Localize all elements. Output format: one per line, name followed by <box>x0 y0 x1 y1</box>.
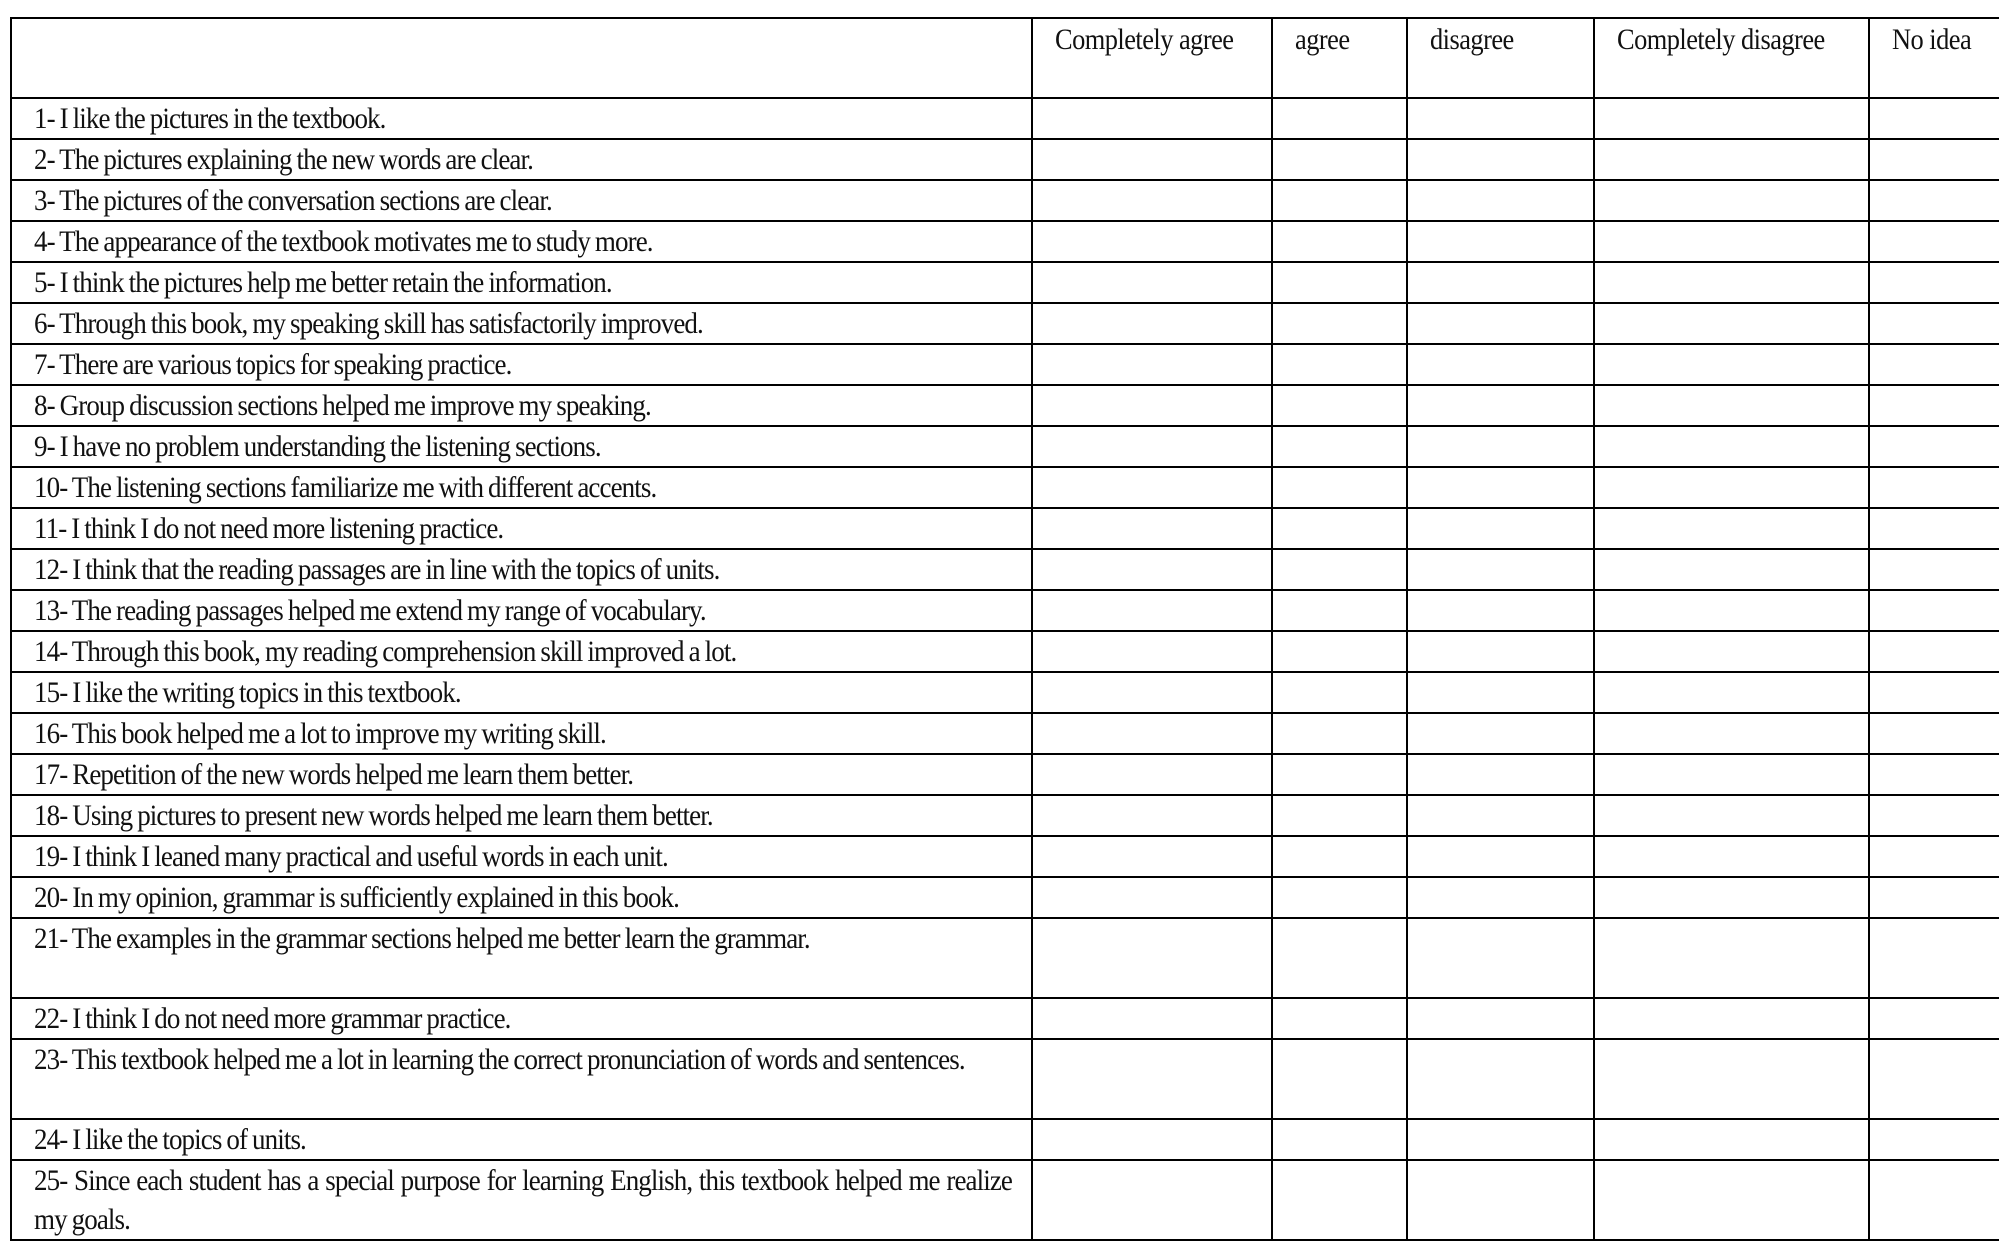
response-cell-no-idea[interactable] <box>1869 877 1999 918</box>
header-completely-disagree <box>1594 18 1869 98</box>
response-cell-completely-disagree[interactable] <box>1594 754 1869 795</box>
statement-cell <box>11 590 1032 631</box>
table-row-15 <box>11 672 1999 713</box>
statement-text: 22- I think I do not need more grammar practice. <box>34 1002 511 1035</box>
response-cell-agree[interactable] <box>1272 998 1407 1039</box>
response-cell-agree[interactable] <box>1272 508 1407 549</box>
header-agree <box>1272 18 1407 98</box>
statement-text: 18- Using pictures to present new words helped me learn them better. <box>34 799 713 832</box>
response-cell-disagree[interactable] <box>1407 344 1594 385</box>
response-cell-disagree[interactable] <box>1407 1039 1594 1119</box>
statement-cell <box>11 426 1032 467</box>
response-cell-completely-agree[interactable] <box>1032 344 1272 385</box>
response-cell-agree[interactable] <box>1272 549 1407 590</box>
response-cell-disagree[interactable] <box>1407 713 1594 754</box>
response-cell-disagree[interactable] <box>1407 139 1594 180</box>
header-label-completely-agree: Completely agree <box>1055 23 1234 56</box>
table-row-12 <box>11 549 1999 590</box>
response-cell-completely-agree[interactable] <box>1032 1119 1272 1160</box>
response-cell-completely-agree[interactable] <box>1032 98 1272 139</box>
response-cell-disagree[interactable] <box>1407 180 1594 221</box>
statement-cell <box>11 467 1032 508</box>
response-cell-completely-disagree[interactable] <box>1594 180 1869 221</box>
response-cell-no-idea[interactable] <box>1869 549 1999 590</box>
response-cell-completely-agree[interactable] <box>1032 672 1272 713</box>
response-cell-disagree[interactable] <box>1407 426 1594 467</box>
response-cell-completely-agree[interactable] <box>1032 1160 1272 1240</box>
response-cell-disagree[interactable] <box>1407 795 1594 836</box>
table-row-23 <box>11 1039 1999 1119</box>
response-cell-completely-disagree[interactable] <box>1594 713 1869 754</box>
response-cell-no-idea[interactable] <box>1869 467 1999 508</box>
statement-text: 10- The listening sections familiarize me with different accents. <box>34 471 657 504</box>
response-cell-agree[interactable] <box>1272 918 1407 998</box>
statement-cell <box>11 795 1032 836</box>
statement-cell <box>11 303 1032 344</box>
table-row-1 <box>11 98 1999 139</box>
response-cell-agree[interactable] <box>1272 262 1407 303</box>
table-row-5 <box>11 262 1999 303</box>
response-cell-agree[interactable] <box>1272 590 1407 631</box>
response-cell-disagree[interactable] <box>1407 549 1594 590</box>
statement-text: 2- The pictures explaining the new words are clear. <box>34 143 533 176</box>
response-cell-completely-disagree[interactable] <box>1594 795 1869 836</box>
table-row-17 <box>11 754 1999 795</box>
response-cell-completely-disagree[interactable] <box>1594 998 1869 1039</box>
response-cell-completely-disagree[interactable] <box>1594 836 1869 877</box>
response-cell-completely-agree[interactable] <box>1032 754 1272 795</box>
response-cell-completely-agree[interactable] <box>1032 508 1272 549</box>
table-row-20 <box>11 877 1999 918</box>
header-no-idea <box>1869 18 1999 98</box>
statement-text: 20- In my opinion, grammar is sufficiently explained in this book. <box>34 881 679 914</box>
response-cell-no-idea[interactable] <box>1869 590 1999 631</box>
header-statement-cell <box>11 18 1032 98</box>
response-cell-completely-agree[interactable] <box>1032 1039 1272 1119</box>
response-cell-completely-disagree[interactable] <box>1594 508 1869 549</box>
response-cell-agree[interactable] <box>1272 754 1407 795</box>
response-cell-completely-disagree[interactable] <box>1594 139 1869 180</box>
response-cell-no-idea[interactable] <box>1869 1160 1999 1240</box>
response-cell-disagree[interactable] <box>1407 877 1594 918</box>
response-cell-completely-agree[interactable] <box>1032 139 1272 180</box>
response-cell-disagree[interactable] <box>1407 221 1594 262</box>
response-cell-no-idea[interactable] <box>1869 1039 1999 1119</box>
response-cell-agree[interactable] <box>1272 1119 1407 1160</box>
questionnaire-table <box>10 17 1999 1241</box>
table-row-7 <box>11 344 1999 385</box>
header-label-completely-disagree: Completely disagree <box>1617 23 1825 56</box>
response-cell-no-idea[interactable] <box>1869 426 1999 467</box>
table-row-16 <box>11 713 1999 754</box>
response-cell-disagree[interactable] <box>1407 98 1594 139</box>
response-cell-agree[interactable] <box>1272 303 1407 344</box>
response-cell-completely-agree[interactable] <box>1032 221 1272 262</box>
response-cell-disagree[interactable] <box>1407 1119 1594 1160</box>
response-cell-completely-disagree[interactable] <box>1594 344 1869 385</box>
response-cell-completely-agree[interactable] <box>1032 180 1272 221</box>
statement-cell <box>11 221 1032 262</box>
response-cell-disagree[interactable] <box>1407 1160 1594 1240</box>
statement-cell <box>11 549 1032 590</box>
response-cell-completely-disagree[interactable] <box>1594 631 1869 672</box>
table-row-9 <box>11 426 1999 467</box>
table-row-8 <box>11 385 1999 426</box>
table-row-10 <box>11 467 1999 508</box>
statement-cell <box>11 1160 1032 1240</box>
statement-text: 15- I like the writing topics in this textbook. <box>34 676 461 709</box>
statement-text: 24- I like the topics of units. <box>34 1123 306 1156</box>
statement-text: 5- I think the pictures help me better retain the information. <box>34 266 612 299</box>
response-cell-disagree[interactable] <box>1407 508 1594 549</box>
response-cell-completely-disagree[interactable] <box>1594 1039 1869 1119</box>
response-cell-no-idea[interactable] <box>1869 344 1999 385</box>
response-cell-agree[interactable] <box>1272 795 1407 836</box>
table-body <box>11 98 1999 1240</box>
response-cell-completely-disagree[interactable] <box>1594 1119 1869 1160</box>
statement-cell <box>11 877 1032 918</box>
response-cell-agree[interactable] <box>1272 221 1407 262</box>
header-label-agree: agree <box>1295 23 1350 56</box>
statement-text: 9- I have no problem understanding the listening sections. <box>34 430 601 463</box>
response-cell-no-idea[interactable] <box>1869 631 1999 672</box>
table-row-18 <box>11 795 1999 836</box>
statement-cell <box>11 180 1032 221</box>
response-cell-disagree[interactable] <box>1407 303 1594 344</box>
statement-text: 7- There are various topics for speaking practice. <box>34 348 512 381</box>
response-cell-completely-disagree[interactable] <box>1594 221 1869 262</box>
header-disagree <box>1407 18 1594 98</box>
header-label-disagree: disagree <box>1430 23 1514 56</box>
response-cell-disagree[interactable] <box>1407 754 1594 795</box>
table-row-19 <box>11 836 1999 877</box>
response-cell-completely-agree[interactable] <box>1032 549 1272 590</box>
statement-text: 4- The appearance of the textbook motivates me to study more. <box>34 225 653 258</box>
response-cell-completely-disagree[interactable] <box>1594 467 1869 508</box>
response-cell-completely-agree[interactable] <box>1032 426 1272 467</box>
response-cell-disagree[interactable] <box>1407 590 1594 631</box>
response-cell-disagree[interactable] <box>1407 918 1594 998</box>
response-cell-agree[interactable] <box>1272 1039 1407 1119</box>
table-row-3 <box>11 180 1999 221</box>
table-row-2 <box>11 139 1999 180</box>
response-cell-completely-disagree[interactable] <box>1594 672 1869 713</box>
table-row-25 <box>11 1160 1999 1240</box>
statement-cell <box>11 918 1032 998</box>
statement-cell <box>11 1039 1032 1119</box>
response-cell-no-idea[interactable] <box>1869 508 1999 549</box>
response-cell-disagree[interactable] <box>1407 631 1594 672</box>
response-cell-disagree[interactable] <box>1407 385 1594 426</box>
statement-text: 6- Through this book, my speaking skill has satisfactorily improved. <box>34 307 703 340</box>
response-cell-agree[interactable] <box>1272 180 1407 221</box>
table-row-21 <box>11 918 1999 998</box>
response-cell-no-idea[interactable] <box>1869 303 1999 344</box>
statement-cell <box>11 672 1032 713</box>
response-cell-agree[interactable] <box>1272 139 1407 180</box>
statement-text: 16- This book helped me a lot to improve my writing skill. <box>34 717 606 750</box>
statement-cell <box>11 836 1032 877</box>
response-cell-completely-agree[interactable] <box>1032 385 1272 426</box>
response-cell-completely-disagree[interactable] <box>1594 549 1869 590</box>
response-cell-disagree[interactable] <box>1407 467 1594 508</box>
response-cell-no-idea[interactable] <box>1869 98 1999 139</box>
response-cell-agree[interactable] <box>1272 631 1407 672</box>
response-cell-completely-agree[interactable] <box>1032 795 1272 836</box>
statement-cell <box>11 262 1032 303</box>
response-cell-no-idea[interactable] <box>1869 672 1999 713</box>
response-cell-completely-disagree[interactable] <box>1594 918 1869 998</box>
response-cell-agree[interactable] <box>1272 1160 1407 1240</box>
table-row-24 <box>11 1119 1999 1160</box>
response-cell-agree[interactable] <box>1272 467 1407 508</box>
response-cell-no-idea[interactable] <box>1869 139 1999 180</box>
response-cell-agree[interactable] <box>1272 877 1407 918</box>
response-cell-agree[interactable] <box>1272 672 1407 713</box>
table-row-14 <box>11 631 1999 672</box>
statement-text: 8- Group discussion sections helped me improve my speaking. <box>34 389 651 422</box>
response-cell-no-idea[interactable] <box>1869 754 1999 795</box>
response-cell-completely-disagree[interactable] <box>1594 262 1869 303</box>
statement-text: 23- This textbook helped me a lot in learning the correct pronunciation of words and sentences. <box>34 1043 965 1076</box>
response-cell-completely-disagree[interactable] <box>1594 385 1869 426</box>
response-cell-completely-disagree[interactable] <box>1594 1160 1869 1240</box>
header-row <box>11 18 1999 98</box>
statement-text: 12- I think that the reading passages are in line with the topics of units. <box>34 553 720 586</box>
response-cell-no-idea[interactable] <box>1869 385 1999 426</box>
response-cell-disagree[interactable] <box>1407 672 1594 713</box>
response-cell-completely-disagree[interactable] <box>1594 590 1869 631</box>
table-row-11 <box>11 508 1999 549</box>
response-cell-completely-agree[interactable] <box>1032 467 1272 508</box>
statement-cell <box>11 631 1032 672</box>
response-cell-agree[interactable] <box>1272 344 1407 385</box>
table-row-22 <box>11 998 1999 1039</box>
table-row-13 <box>11 590 1999 631</box>
response-cell-completely-agree[interactable] <box>1032 836 1272 877</box>
statement-text: 13- The reading passages helped me extend my range of vocabulary. <box>34 594 706 627</box>
response-cell-no-idea[interactable] <box>1869 918 1999 998</box>
response-cell-disagree[interactable] <box>1407 998 1594 1039</box>
statement-cell <box>11 385 1032 426</box>
statement-text: 25- Since each student has a special purpose for learning English, this textbook helped me realize my goals. <box>34 1164 1013 1236</box>
response-cell-no-idea[interactable] <box>1869 1119 1999 1160</box>
response-cell-agree[interactable] <box>1272 836 1407 877</box>
response-cell-no-idea[interactable] <box>1869 998 1999 1039</box>
response-cell-agree[interactable] <box>1272 385 1407 426</box>
response-cell-agree[interactable] <box>1272 426 1407 467</box>
statement-cell <box>11 1119 1032 1160</box>
table-row-4 <box>11 221 1999 262</box>
response-cell-no-idea[interactable] <box>1869 180 1999 221</box>
header-label-no-idea: No idea <box>1892 23 1972 56</box>
response-cell-completely-agree[interactable] <box>1032 918 1272 998</box>
header-completely-agree <box>1032 18 1272 98</box>
table-row-6 <box>11 303 1999 344</box>
response-cell-completely-disagree[interactable] <box>1594 98 1869 139</box>
response-cell-agree[interactable] <box>1272 713 1407 754</box>
statement-cell <box>11 998 1032 1039</box>
table-header <box>11 18 1999 98</box>
response-cell-no-idea[interactable] <box>1869 836 1999 877</box>
response-cell-completely-agree[interactable] <box>1032 262 1272 303</box>
response-cell-no-idea[interactable] <box>1869 713 1999 754</box>
response-cell-no-idea[interactable] <box>1869 795 1999 836</box>
statement-text: 17- Repetition of the new words helped me learn them better. <box>34 758 634 791</box>
statement-cell <box>11 98 1032 139</box>
statement-text: 14- Through this book, my reading comprehension skill improved a lot. <box>34 635 737 668</box>
statement-cell <box>11 508 1032 549</box>
statement-text: 21- The examples in the grammar sections helped me better learn the grammar. <box>34 922 810 955</box>
response-cell-completely-agree[interactable] <box>1032 590 1272 631</box>
response-cell-completely-agree[interactable] <box>1032 998 1272 1039</box>
response-cell-disagree[interactable] <box>1407 262 1594 303</box>
statement-cell <box>11 139 1032 180</box>
response-cell-completely-disagree[interactable] <box>1594 303 1869 344</box>
response-cell-completely-agree[interactable] <box>1032 631 1272 672</box>
statement-text: 1- I like the pictures in the textbook. <box>34 102 386 135</box>
response-cell-completely-disagree[interactable] <box>1594 426 1869 467</box>
statement-cell <box>11 754 1032 795</box>
response-cell-completely-agree[interactable] <box>1032 877 1272 918</box>
statement-text: 19- I think I leaned many practical and useful words in each unit. <box>34 840 668 873</box>
response-cell-completely-agree[interactable] <box>1032 303 1272 344</box>
response-cell-completely-agree[interactable] <box>1032 713 1272 754</box>
statement-text: 11- I think I do not need more listening practice. <box>34 512 504 545</box>
statement-cell <box>11 344 1032 385</box>
statement-cell <box>11 713 1032 754</box>
response-cell-no-idea[interactable] <box>1869 262 1999 303</box>
response-cell-completely-disagree[interactable] <box>1594 877 1869 918</box>
response-cell-agree[interactable] <box>1272 98 1407 139</box>
response-cell-disagree[interactable] <box>1407 836 1594 877</box>
statement-text: 3- The pictures of the conversation sections are clear. <box>34 184 552 217</box>
response-cell-no-idea[interactable] <box>1869 221 1999 262</box>
